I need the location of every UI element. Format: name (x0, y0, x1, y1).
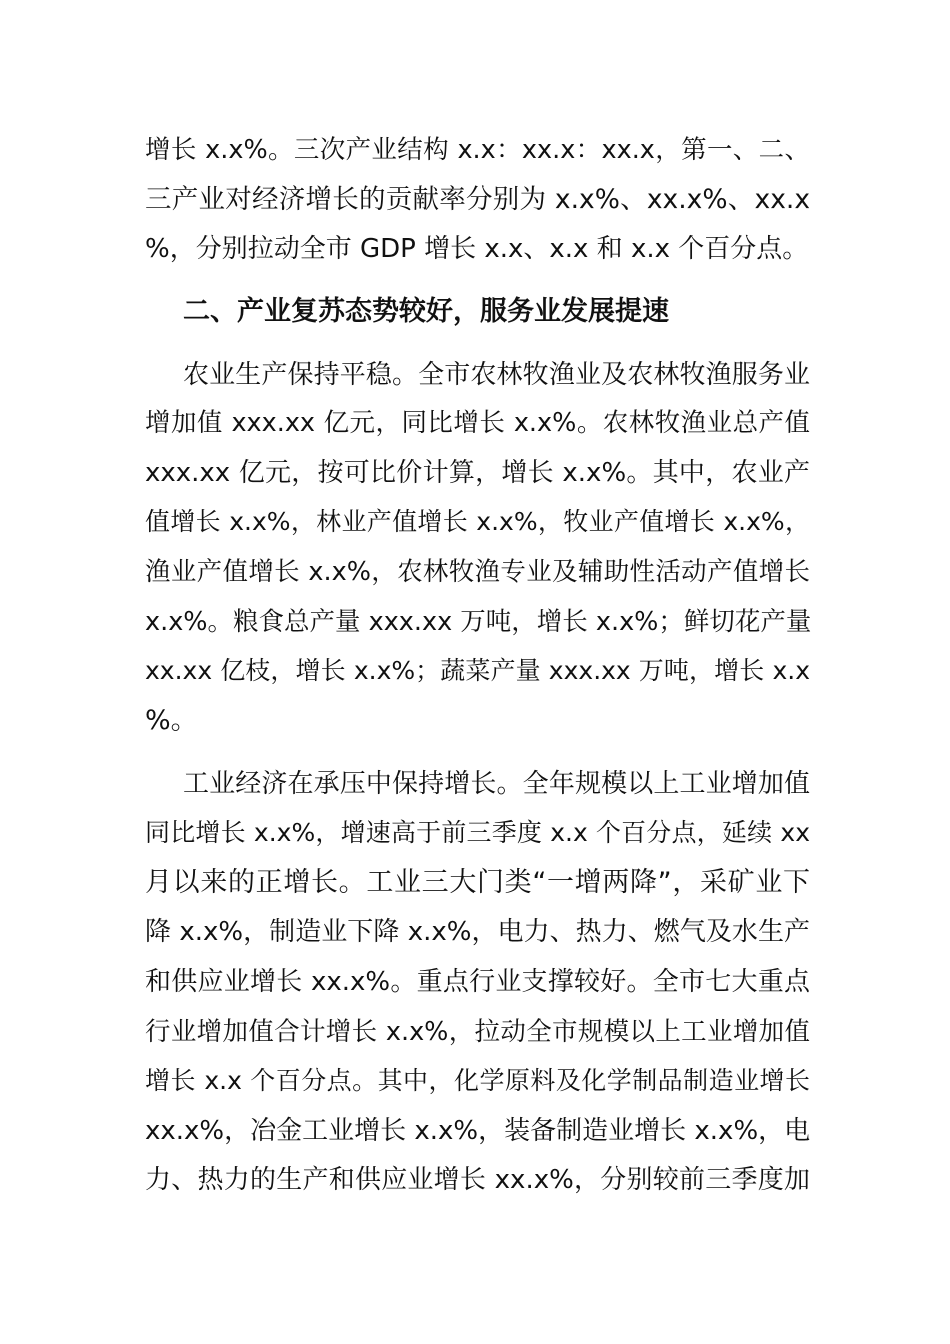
paragraph-1-line-1: 增长 x.x%。三次产业结构 x.x：xx.x：xx.x，第一、二、 (145, 135, 810, 165)
paragraph-3-line-4: 降 x.x%，制造业下降 x.x%，电力、热力、燃气及水生产 (145, 917, 810, 947)
paragraph-2-line-5: 渔业产值增长 x.x%，农林牧渔专业及辅助性活动产值增长 (145, 557, 810, 587)
paragraph-2-line-1: 农业生产保持平稳。全市农林牧渔业及农林牧渔服务业 (183, 360, 810, 390)
paragraph-3-line-6: 行业增加值合计增长 x.x%，拉动全市规模以上工业增加值 (145, 1017, 810, 1047)
paragraph-3-line-2: 同比增长 x.x%，增速高于前三季度 x.x 个百分点，延续 xx (145, 818, 810, 847)
paragraph-2-line-6: x.x%。粮食总产量 xxx.xx 万吨，增长 x.x%；鲜切花产量 (145, 607, 812, 637)
paragraph-3-line-7: 增长 x.x 个百分点。其中，化学原料及化学制品制造业增长 (145, 1066, 810, 1095)
paragraph-3-line-3: 月以来的正增长。工业三大门类“一增两降”，采矿业下 (145, 867, 810, 898)
paragraph-3-line-1: 工业经济在承压中保持增长。全年规模以上工业增加值 (183, 769, 810, 799)
paragraph-2-line-3: xxx.xx 亿元，按可比价计算，增长 x.x%。其中，农业产 (145, 458, 810, 488)
paragraph-1-line-2: 三产业对经济增长的贡献率分别为 x.x%、xx.x%、xx.x (145, 184, 810, 215)
paragraph-2-line-4: 值增长 x.x%，林业产值增长 x.x%，牧业产值增长 x.x%， (145, 507, 810, 536)
paragraph-3-line-8: xx.x%，冶金工业增长 x.x%，装备制造业增长 x.x%，电 (145, 1116, 811, 1146)
paragraph-3-line-5: 和供应业增长 xx.x%。重点行业支撑较好。全市七大重点 (145, 967, 810, 997)
paragraph-2-line-2: 增加值 xxx.xx 亿元，同比增长 x.x%。农林牧渔业总产值 (145, 408, 810, 438)
paragraph-2-line-8: %。 (145, 705, 198, 736)
section-heading: 二、产业复苏态势较好，服务业发展提速 (183, 296, 669, 327)
paragraph-1-line-3: %，分别拉动全市 GDP 增长 x.x、x.x 和 x.x 个百分点。 (145, 234, 809, 264)
paragraph-2-line-7: xx.xx 亿枝，增长 x.x%；蔬菜产量 xxx.xx 万吨，增长 x.x (145, 656, 810, 685)
paragraph-3-line-9: 力、热力的生产和供应业增长 xx.x%，分别较前三季度加 (145, 1165, 810, 1195)
